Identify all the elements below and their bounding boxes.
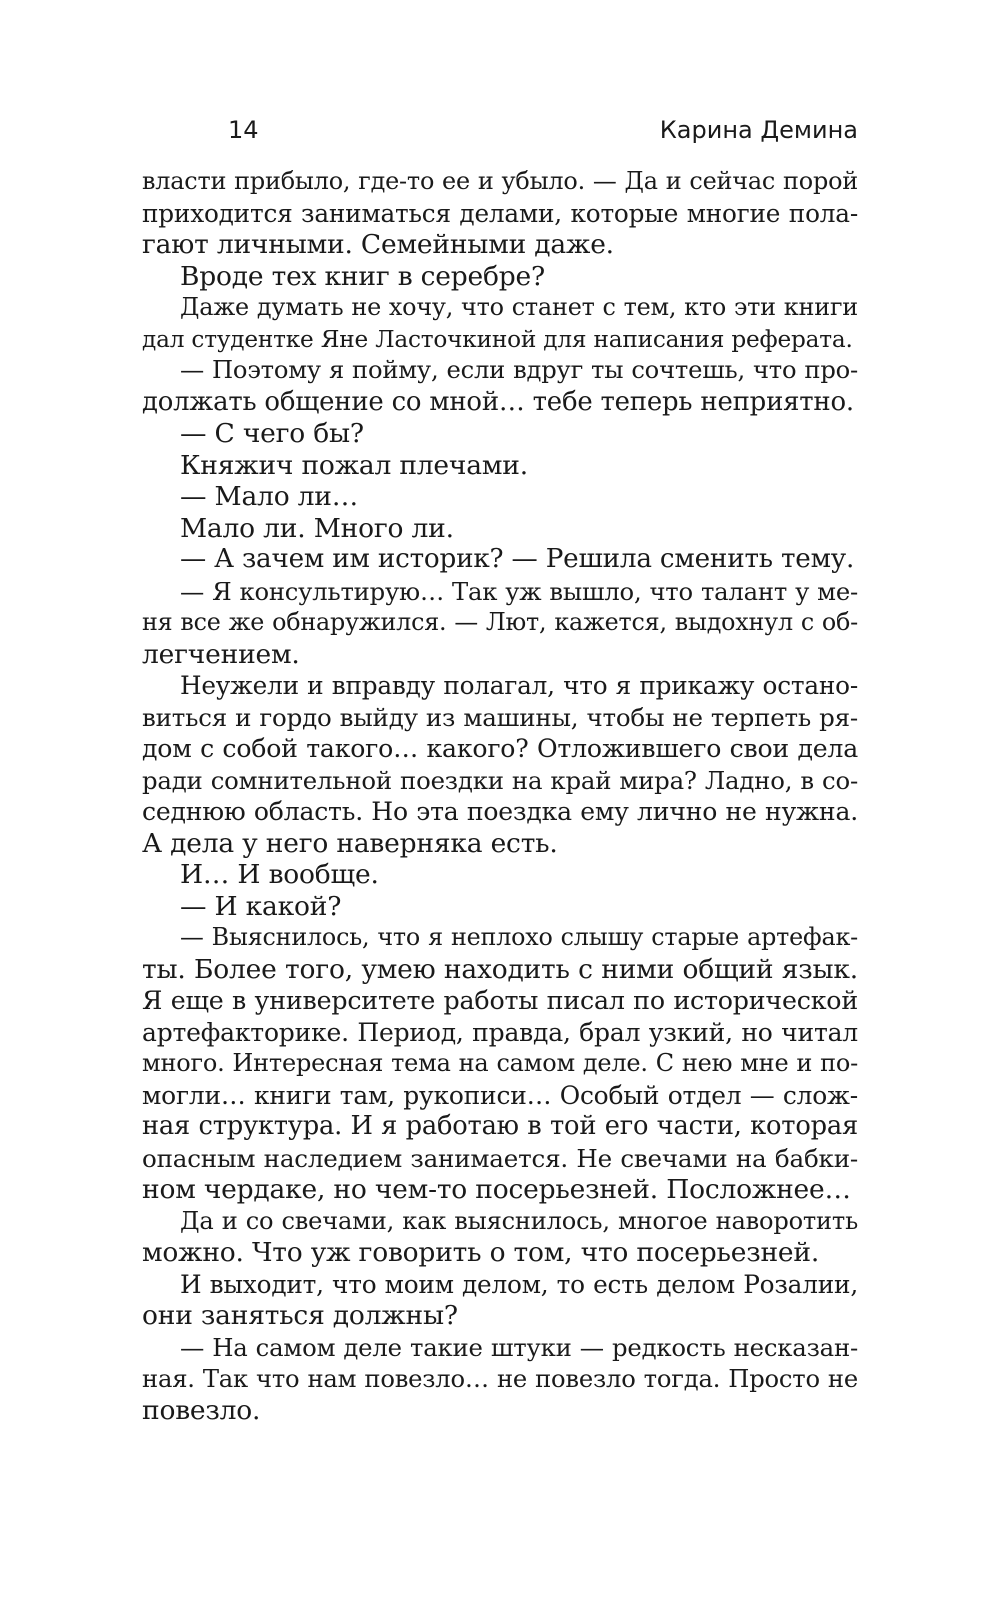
text-line: ня все же обнаружился. — Лют, кажется, выдохнул с об- xyxy=(142,608,858,636)
running-head-author: Карина Демина xyxy=(659,116,858,144)
text-line: могли… книги там, рукописи… Особый отдел — слож- xyxy=(142,1080,858,1110)
text-line: виться и гордо выйду из машины, чтобы не терпеть ря- xyxy=(142,702,858,732)
text-line: седнюю область. Но эта поездка ему лично не нужна. xyxy=(142,797,858,826)
text-line: приходится заниматься делами, которые многие пола- xyxy=(142,198,858,228)
text-line: — А зачем им историк? — Решила сменить тему. xyxy=(180,544,855,574)
text-line: легчением. xyxy=(142,638,300,670)
text-line: — На самом деле такие штуки — редкость несказан- xyxy=(180,1332,858,1362)
text-line: Даже думать не хочу, что станет с тем, кто эти книги xyxy=(180,293,858,321)
text-line: А дела у него наверняка есть. xyxy=(142,827,558,859)
text-line: дом с собой такого… какого? Отложившего свои дела xyxy=(142,734,858,763)
text-line: повезло. xyxy=(142,1394,261,1426)
text-line: — С чего бы? xyxy=(180,418,364,449)
text-line: ная структура. И я работаю в той его части, которая xyxy=(142,1111,858,1141)
text-line: должать общение со мной… тебе теперь неприятно. xyxy=(142,386,854,417)
text-line: — Я консультирую… Так уж вышло, что талант у ме- xyxy=(180,576,858,606)
text-line: Я еще в университете работы писал по исторической xyxy=(142,986,858,1015)
text-line: дал студентке Яне Ласточкиной для написания реферата. xyxy=(142,325,853,353)
body-text xyxy=(142,166,858,1426)
text-line: И… И вообще. xyxy=(180,859,379,890)
text-line: они заняться должны? xyxy=(142,1300,458,1331)
page-header xyxy=(142,116,858,146)
text-line: Мало ли. Много ли. xyxy=(180,512,454,544)
text-line: — Поэтому я пойму, если вдруг ты сочтешь, что про- xyxy=(180,356,858,384)
text-line: много. Интересная тема на самом деле. С нею мне и по- xyxy=(142,1049,858,1077)
text-line: ная. Так что нам повезло… не повезло тогда. Просто не xyxy=(142,1364,858,1393)
text-line: власти прибыло, где-то ее и убыло. — Да и сейчас порой xyxy=(142,167,858,195)
text-line: можно. Что уж говорить о том, что посерьезней. xyxy=(142,1237,820,1268)
text-line: Княжич пожал плечами. xyxy=(180,449,528,481)
text-line: — Выяснилось, что я неплохо слышу старые артефак- xyxy=(180,923,858,951)
text-line: Неужели и вправду полагал, что я прикажу остано- xyxy=(180,671,858,700)
text-line: ты. Более того, умею находить с ними общий язык. xyxy=(142,953,858,985)
text-line: — И какой? xyxy=(180,890,342,922)
text-line: ном чердаке, но чем-то посерьезней. Посложнее… xyxy=(142,1174,851,1205)
text-line: Вроде тех книг в серебре? xyxy=(180,260,546,292)
text-line: гают личными. Семейными даже. xyxy=(142,229,614,260)
text-line: — Мало ли… xyxy=(180,481,359,512)
text-line: ради сомнительной поездки на край мира? Ладно, в со- xyxy=(142,765,858,795)
text-line: опасным наследием занимается. Не свечами на бабки- xyxy=(142,1143,858,1173)
text-line: Да и со свечами, как выяснилось, многое наворотить xyxy=(180,1206,858,1235)
text-line: артефакторике. Период, правда, брал узкий, но читал xyxy=(142,1017,858,1047)
text-line: И выходит, что моим делом, то есть делом Розалии, xyxy=(180,1269,858,1299)
page-number: 14 xyxy=(228,116,259,144)
